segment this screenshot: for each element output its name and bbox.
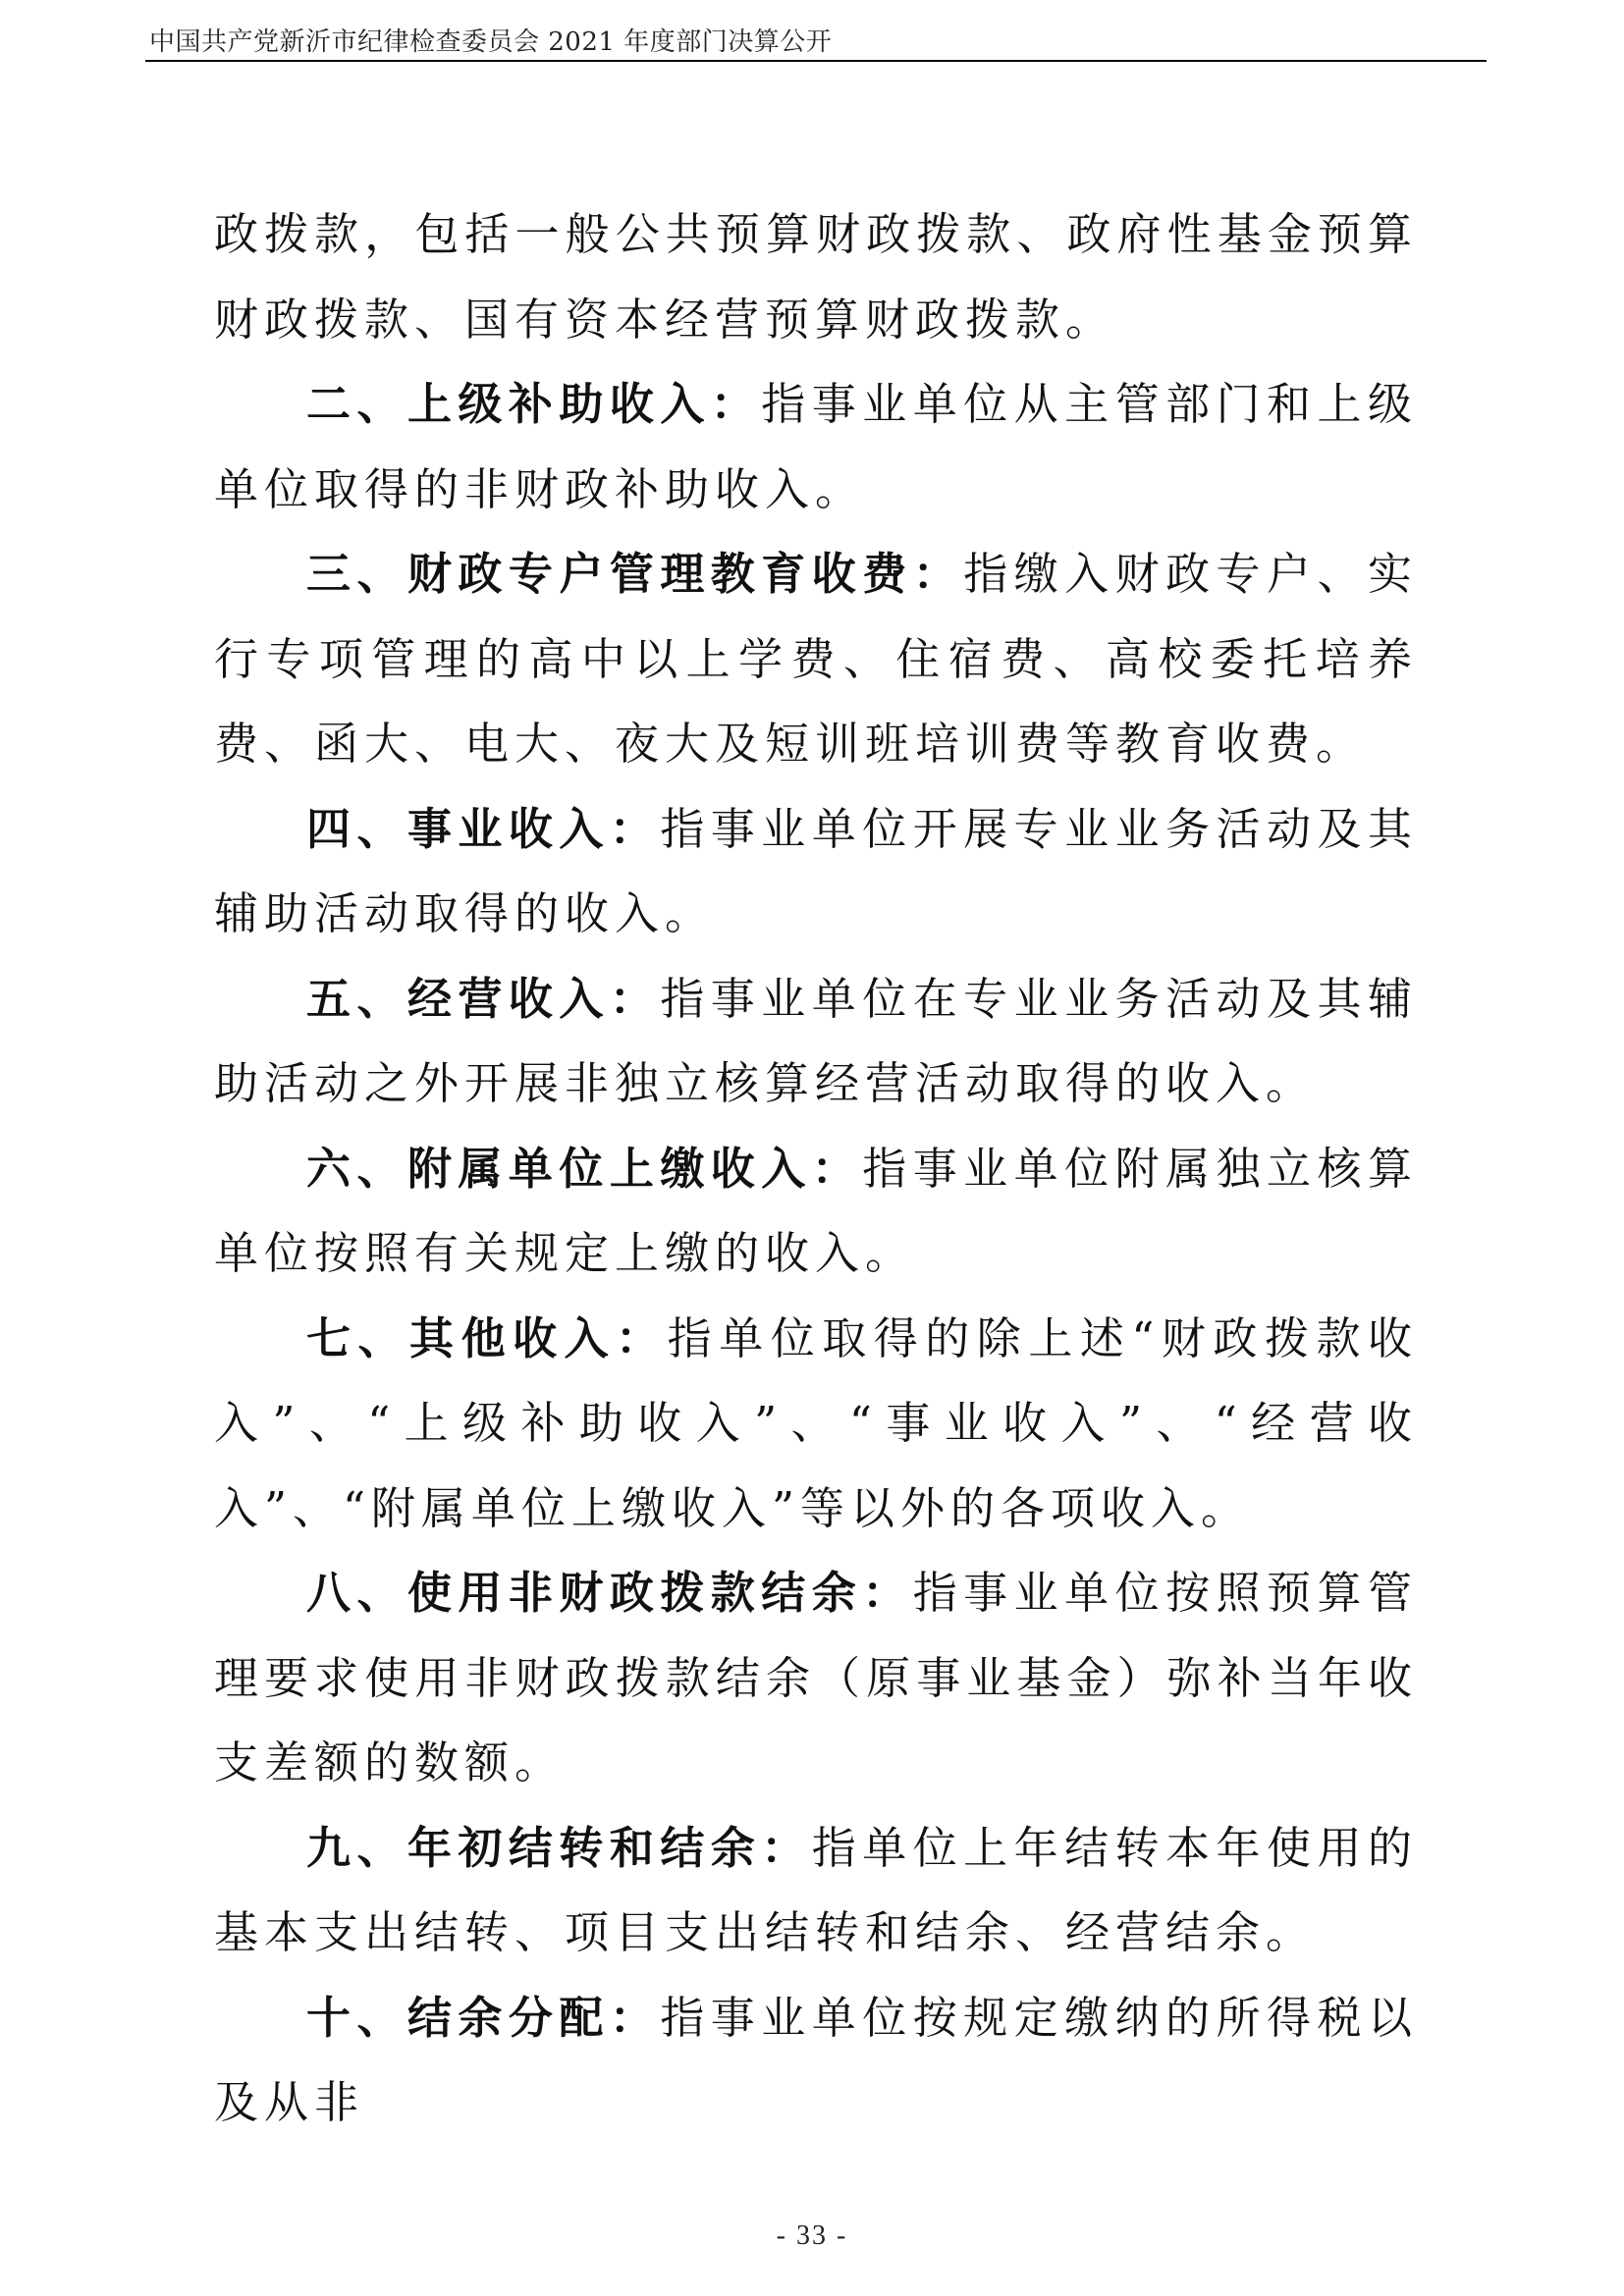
header-rule (145, 60, 1487, 62)
page-number: - 33 - (776, 2220, 848, 2251)
document-body (214, 192, 1418, 2146)
definition-paragraph (214, 1297, 1418, 1552)
definition-paragraph (214, 362, 1418, 532)
definition-paragraph (214, 957, 1418, 1127)
definition-text: 指单位上年结转本年使用的基本支出结转、项目支出结转和结余、经营结余。 (214, 1821, 1418, 1958)
definition-paragraph (214, 1127, 1418, 1297)
definition-text: 指事业单位按照预算管理要求使用非财政拨款结余（原事业基金）弥补当年收支差额的数额。 (214, 1567, 1418, 1789)
definition-paragraph (214, 532, 1418, 787)
definition-text: 指事业单位附属独立核算单位按照有关规定上缴的收入。 (214, 1142, 1418, 1279)
definition-paragraph (214, 1976, 1418, 2146)
definition-term: 七、其他收入： (306, 1311, 668, 1364)
definition-text: 指事业单位按规定缴纳的所得税以及从非 (214, 1991, 1418, 2128)
definition-term: 二、上级补助收入： (306, 378, 762, 430)
definition-text: 指事业单位在专业业务活动及其辅助活动之外开展非独立核算经营活动取得的收入。 (214, 972, 1418, 1109)
definition-term: 九、年初结转和结余： (306, 1821, 812, 1874)
definition-paragraph (214, 1551, 1418, 1806)
definition-term: 五、经营收入： (306, 972, 661, 1025)
definition-paragraph (214, 1806, 1418, 1976)
definition-text: 指单位取得的除上述“财政拨款收入”、“上级补助收入”、“事业收入”、“经营收入”、“附属单位上缴收入”等以外的各项收入。 (214, 1311, 1418, 1534)
definition-term: 六、附属单位上缴收入： (306, 1142, 863, 1195)
paragraph-intro: 政拨款，包括一般公共预算财政拨款、政府性基金预算财政拨款、国有资本经营预算财政拨款。 (214, 208, 1418, 346)
definition-term: 八、使用非财政拨款结余： (306, 1567, 913, 1619)
definition-text: 指缴入财政专户、实行专项管理的高中以上学费、住宿费、高校委托培养费、函大、电大、夜大及短训班培训费等教育收费。 (214, 548, 1418, 770)
definition-paragraph (214, 787, 1418, 957)
running-header: 中国共产党新沂市纪律检查委员会 2021 年度部门决算公开 (149, 27, 833, 57)
definition-term: 十、结余分配： (306, 1991, 661, 2044)
definition-term: 四、事业收入： (306, 802, 661, 855)
definition-term: 三、财政专户管理教育收费： (306, 548, 964, 600)
definition-text: 指事业单位开展专业业务活动及其辅助活动取得的收入。 (214, 802, 1418, 939)
definition-text: 指事业单位从主管部门和上级单位取得的非财政补助收入。 (214, 378, 1418, 515)
